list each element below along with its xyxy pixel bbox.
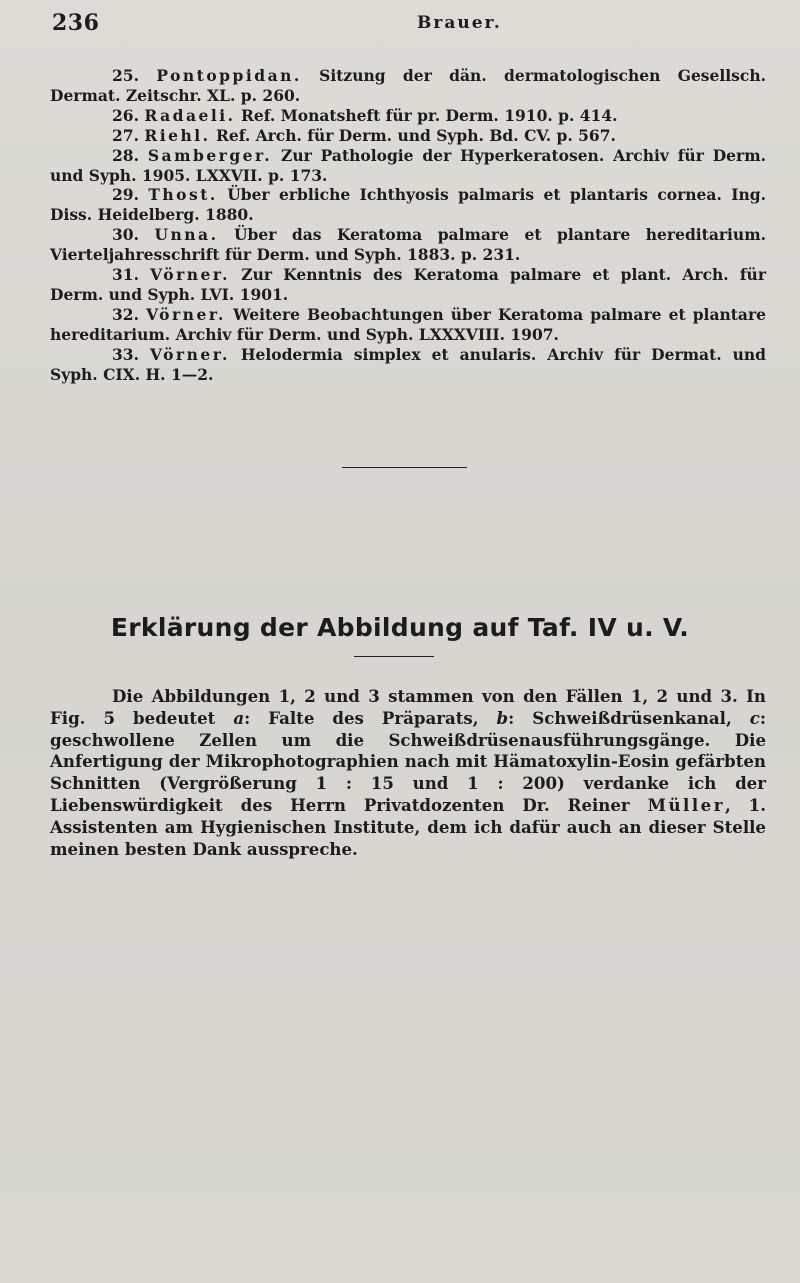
section-title: Erklärung der Abbildung auf Taf. IV u. V.	[110, 612, 690, 642]
divider-rule-short	[354, 656, 434, 657]
reference-number: 33.	[112, 344, 139, 364]
reference-number: 30.	[112, 225, 139, 245]
reference-list	[50, 66, 766, 385]
reference-author: Vörner.	[146, 304, 226, 324]
page-number: 236	[52, 10, 100, 36]
reference-text: Ref. Arch. für Derm. und Syph. Bd. CV. p. 567.	[210, 125, 616, 145]
reference-item	[50, 305, 766, 345]
reference-text: Zur Pathologie der Hyperkeratosen. Archiv für Derm. und Syph. 1905. LXXVII. p. 173.	[50, 145, 766, 185]
reference-item	[50, 106, 766, 126]
variable-a: a	[233, 707, 245, 728]
running-head: Brauer.	[417, 13, 502, 33]
reference-text: Helodermia simplex et anularis. Archiv für Dermat. und Syph. CIX. H. 1—2.	[50, 344, 766, 384]
variable-b: b	[496, 707, 509, 728]
reference-text: Zur Kenntnis des Keratoma palmare et plant. Arch. für Derm. und Syph. LVI. 1901.	[50, 265, 766, 304]
reference-text: Weitere Beobachtungen über Keratoma palmare et plantare hereditarium. Archiv für Derm. und Syph. LXXXVIII. 1907.	[50, 304, 766, 344]
reference-author: Radaeli.	[144, 105, 236, 125]
page-header	[52, 10, 760, 44]
reference-number: 26.	[112, 105, 139, 125]
reference-item	[50, 66, 766, 106]
reference-number: 28.	[112, 145, 139, 165]
reference-item	[50, 225, 766, 265]
reference-text: Sitzung der dän. dermatologischen Gesellsch. Dermat. Zeitschr. XL. p. 260.	[50, 66, 766, 105]
reference-text: Ref. Monatsheft für pr. Derm. 1910. p. 414.	[235, 105, 618, 125]
reference-number: 29.	[112, 185, 139, 205]
reference-author: Vörner.	[149, 344, 230, 364]
reference-author: Samberger.	[147, 145, 273, 165]
reference-author: Pontoppidan.	[156, 66, 302, 85]
person-name: Müller	[647, 794, 725, 815]
reference-item	[50, 185, 766, 225]
paragraph-text: , 1. Assistenten am Hygienischen Institute, dem ich dafür auch an dieser Stelle meinen besten Dank ausspreche.	[50, 794, 766, 859]
paragraph-text: Die Abbildungen 1, 2 und 3 stammen von den Fällen 1, 2 und 3. In Fig. 5 bedeutet	[50, 686, 766, 728]
variable-c: c	[749, 707, 760, 728]
reference-author: Riehl.	[144, 125, 211, 145]
reference-number: 25.	[112, 66, 139, 85]
reference-number: 32.	[112, 304, 139, 324]
divider-rule	[342, 467, 467, 468]
reference-text: Über das Keratoma palmare et plantare hereditarium. Vierteljahresschrift für Derm. und Syph. 1883. p. 231.	[50, 225, 766, 265]
paragraph-text: : Falte des Präparats,	[244, 707, 497, 728]
reference-text: Über erbliche Ichthyosis palmaris et plantaris cornea. Ing. Diss. Heidelberg. 1880.	[50, 185, 766, 225]
reference-number: 27.	[112, 125, 139, 145]
reference-number: 31.	[112, 265, 139, 285]
reference-item	[50, 126, 766, 146]
paragraph-text: : Schweißdrüsenkanal,	[508, 707, 750, 728]
reference-author: Thost.	[148, 185, 218, 205]
reference-item	[50, 146, 766, 186]
reference-item	[50, 345, 766, 385]
figure-explanation-paragraph	[50, 686, 766, 860]
reference-author: Unna.	[154, 225, 219, 245]
reference-item	[50, 265, 766, 305]
paragraph-text: : geschwollene Zellen um die Schweißdrüsenausführungsgänge. Die Anfertigung der Mikrophotographien nach mit Hämatoxylin-Eosin gefärbten Schnitten (Vergrößerung 1 : 15 und 1 : 200) verdanke ich der Liebenswürdigkeit des Herrn Privatdozenten Dr. Reiner	[50, 707, 766, 815]
reference-author: Vörner.	[150, 265, 231, 285]
